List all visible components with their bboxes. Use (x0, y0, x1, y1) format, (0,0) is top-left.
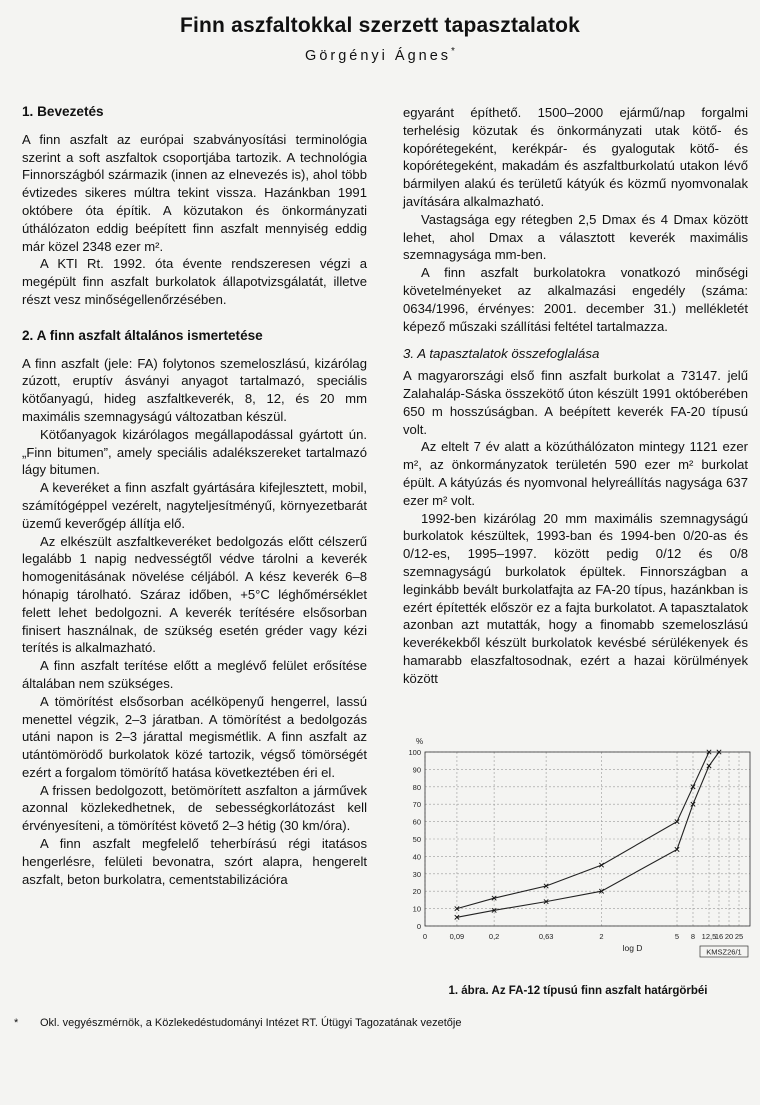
y-tick-label: 100 (408, 748, 421, 757)
y-tick-label: 90 (412, 765, 421, 775)
series-line (457, 752, 719, 917)
paragraph: egyaránt építhető. 1500–2000 ejármű/nap forgalmi terhelésig közutak és önkormányzati utak kötő- és kopórétegeként, kerékpár- és gyalogutak kötő- és kopórétegeként, makadám és aszfaltburkolatú utakon lévő bármilyen alakú és területű kátyúk és közmű nyomvonalak javítására alkalmazható. (403, 105, 748, 209)
paragraph: A finn aszfalt (jele: FA) folytonos szemeloszlású, kizárólag zúzott, eruptív ásványi anyagot tartalmazó, speciális kötőanyagú, hideg aszfaltkeverék, 8, 12, és 20 mm maximális szemnagyságú változatban készül. (22, 355, 367, 424)
paragraph: Az eltelt 7 év alatt a közúthálózaton mintegy 1121 ezer m², az önkormányzatok területén 590 ezer m² burkolat épült. A kátyúzás és nyomvonal helyreállítás nagysága 637 ezer m² volt. (403, 439, 748, 508)
x-tick-label: 0,2 (488, 932, 500, 941)
x-axis-label: log D (622, 943, 643, 953)
x-tick-label: 16 (714, 932, 724, 941)
paragraph: A finn aszfalt az európai szabványosítási terminológia szerint a soft aszfaltok csoportjába tartozik. A technológia Finnországból származik (innen az elnevezés is), ahol több évtizedes sikeres múltra tekint vissza. Hazánkban 1991 októbere óta építik. A közutakon és önkormányzati úthálózaton eddig beépített finn aszfalt mennyiség eddig már közel 2348 ezer m². (22, 131, 367, 254)
y-tick-label: 0 (416, 922, 421, 931)
left-column (22, 103, 367, 888)
x-tick-label: 8 (690, 932, 696, 941)
y-tick-label: 20 (412, 887, 421, 897)
x-tick-label: 5 (674, 932, 680, 941)
footnote (14, 1017, 462, 1029)
series-line (457, 752, 709, 909)
paragraph: A magyarországi első finn aszfalt burkolat a 73147. jelű Zalahaláp-Sáska összekötő úton készült 1991 októberében 650 m hosszúságban. A beépített keverék FA-20 típusú volt. (403, 368, 748, 437)
paragraph: A finn aszfalt megfelelő teherbírású régi itatásos hengerlésre, felületi bevonatra, szórt alapra, hengerelt aszfalt, beton burkolatra, cementstabilizációra (22, 836, 367, 887)
y-axis-label: % (416, 737, 424, 746)
figure-stamp: KMSZ26/1 (706, 947, 742, 957)
chart-svg (400, 732, 760, 982)
author-name: Görgényi Ágnes (305, 47, 452, 64)
paragraph: Az elkészült aszfaltkeveréket bedolgozás előtt célszerű legalább 1 napig nedvességtől védve tárolni a keverék homogenitásának növelése céljából. A kész keverék 6–8 hónapig tárolható. Száraz időben, +5°C léghőmérséklet felett lehet bedolgozni. A keverék terítésére elsősorban finisert használnak, de szükség esetén gréder vagy kézi terítés is alkalmazható. (22, 533, 367, 656)
paragraph: Vastagsága egy rétegben 2,5 Dmax és 4 Dmax között lehet, ahol Dmax a választott keverék maximális szemnagysága mm-ben. (403, 211, 748, 263)
paragraph: Kötőanyagok kizárólagos megállapodással gyártott ún. „Finn bitumen”, amely speciális adalékszereket tartalmazó lágy bitumen. (22, 426, 367, 478)
author-line (0, 46, 760, 64)
right-column (403, 104, 748, 688)
x-tick-label: 20 (724, 932, 734, 941)
x-tick-label: 2 (599, 932, 604, 941)
y-tick-label: 50 (412, 835, 421, 844)
paragraph: A tömörítést elsősorban acélköpenyű hengerrel, lassú menettel végzik, 2–3 járatban. A tömörítést a bedolgozás utáni napon is 2–3 járattal megismétlik. A finn aszfalt az utántömörödő burkolatok közé tartozik, végső tömörségét ezért a forgalom tömörítő hatása következtében éri el. (22, 693, 367, 780)
author-footnote-mark: * (451, 46, 455, 57)
y-tick-label: 60 (412, 817, 421, 827)
section-heading-3: 3. A tapasztalatok összefoglalása (403, 346, 600, 362)
y-tick-label: 80 (412, 782, 421, 792)
x-tick-label: 0,09 (449, 932, 465, 941)
article-title: Finn aszfaltokkal szerzett tapasztalatok (179, 14, 581, 37)
paragraph: 1992-ben kizárólag 20 mm maximális szemnagyságú burkolatok készültek, 1993-ban és 1994-ben 0/20-as és 0/12-es, 1995–1997. között pedig 0/12 és 0/8 szemnagyságú burkolatok épültek. Finnországban a leginkább bevált burkolatfajta az FA-20 típus, hazánkban is ezért építették először ez a fajta burkolatot. A tapasztalatok azonban azt mutatták, hogy a finomabb szemeloszlású keverékekből készült burkolatok kevésbé sérülékenyek és hamarabb elaszfaltosodnak, ezért a hazai körülmények között (403, 510, 748, 686)
section-heading-2: 2. A finn aszfalt általános ismertetése (22, 327, 263, 343)
paragraph: A keveréket a finn aszfalt gyártására kifejlesztett, mobil, számítógéppel vezérelt, nagyteljesítményű, környezetbarát üzemű keverőgép állítja elő. (22, 480, 367, 531)
y-tick-label: 40 (412, 852, 421, 862)
paragraph: A finn aszfalt burkolatokra vonatkozó minőségi követelményeket az alkalmazási engedély (száma: 0634/1996, érvényes: 2001. december 31.) mellékletét képező műszaki szállítási feltétel tartalmazza. (403, 265, 748, 334)
paragraph: A finn aszfalt terítése előtt a meglévő felület erősítése általában nem szükséges. (22, 658, 367, 691)
footnote-mark: * (14, 1017, 19, 1029)
x-tick-label: 12,5 (701, 932, 717, 941)
paragraph: A frissen bedolgozott, betömörített aszfalton a járművek azonnal közlekedhetnek, de sebességkorlátozást kell érvényesíteni, a tömörítést követő 2–3 hétig (30 km/óra). (22, 782, 367, 834)
y-tick-label: 10 (412, 904, 421, 914)
figure-caption: 1. ábra. Az FA-12 típusú finn aszfalt határgörbéi (448, 985, 708, 997)
y-tick-label: 30 (412, 869, 421, 879)
y-tick-label: 70 (412, 800, 421, 810)
x-tick-label: 0,63 (538, 932, 554, 941)
paragraph: A KTI Rt. 1992. óta évente rendszeresen végzi a megépült finn aszfalt burkolatok állapotvizsgálatát, illetve részt vesz minőségellenőrzésében. (22, 256, 367, 307)
x-tick-label: 25 (734, 932, 744, 941)
footnote-text: Okl. vegyészmérnök, a Közlekedéstudományi Intézet RT. Útügyi Tagozatának vezetője (40, 1017, 462, 1029)
section-heading-1: 1. Bevezetés (22, 104, 104, 119)
x-tick-label: 0 (422, 932, 428, 941)
